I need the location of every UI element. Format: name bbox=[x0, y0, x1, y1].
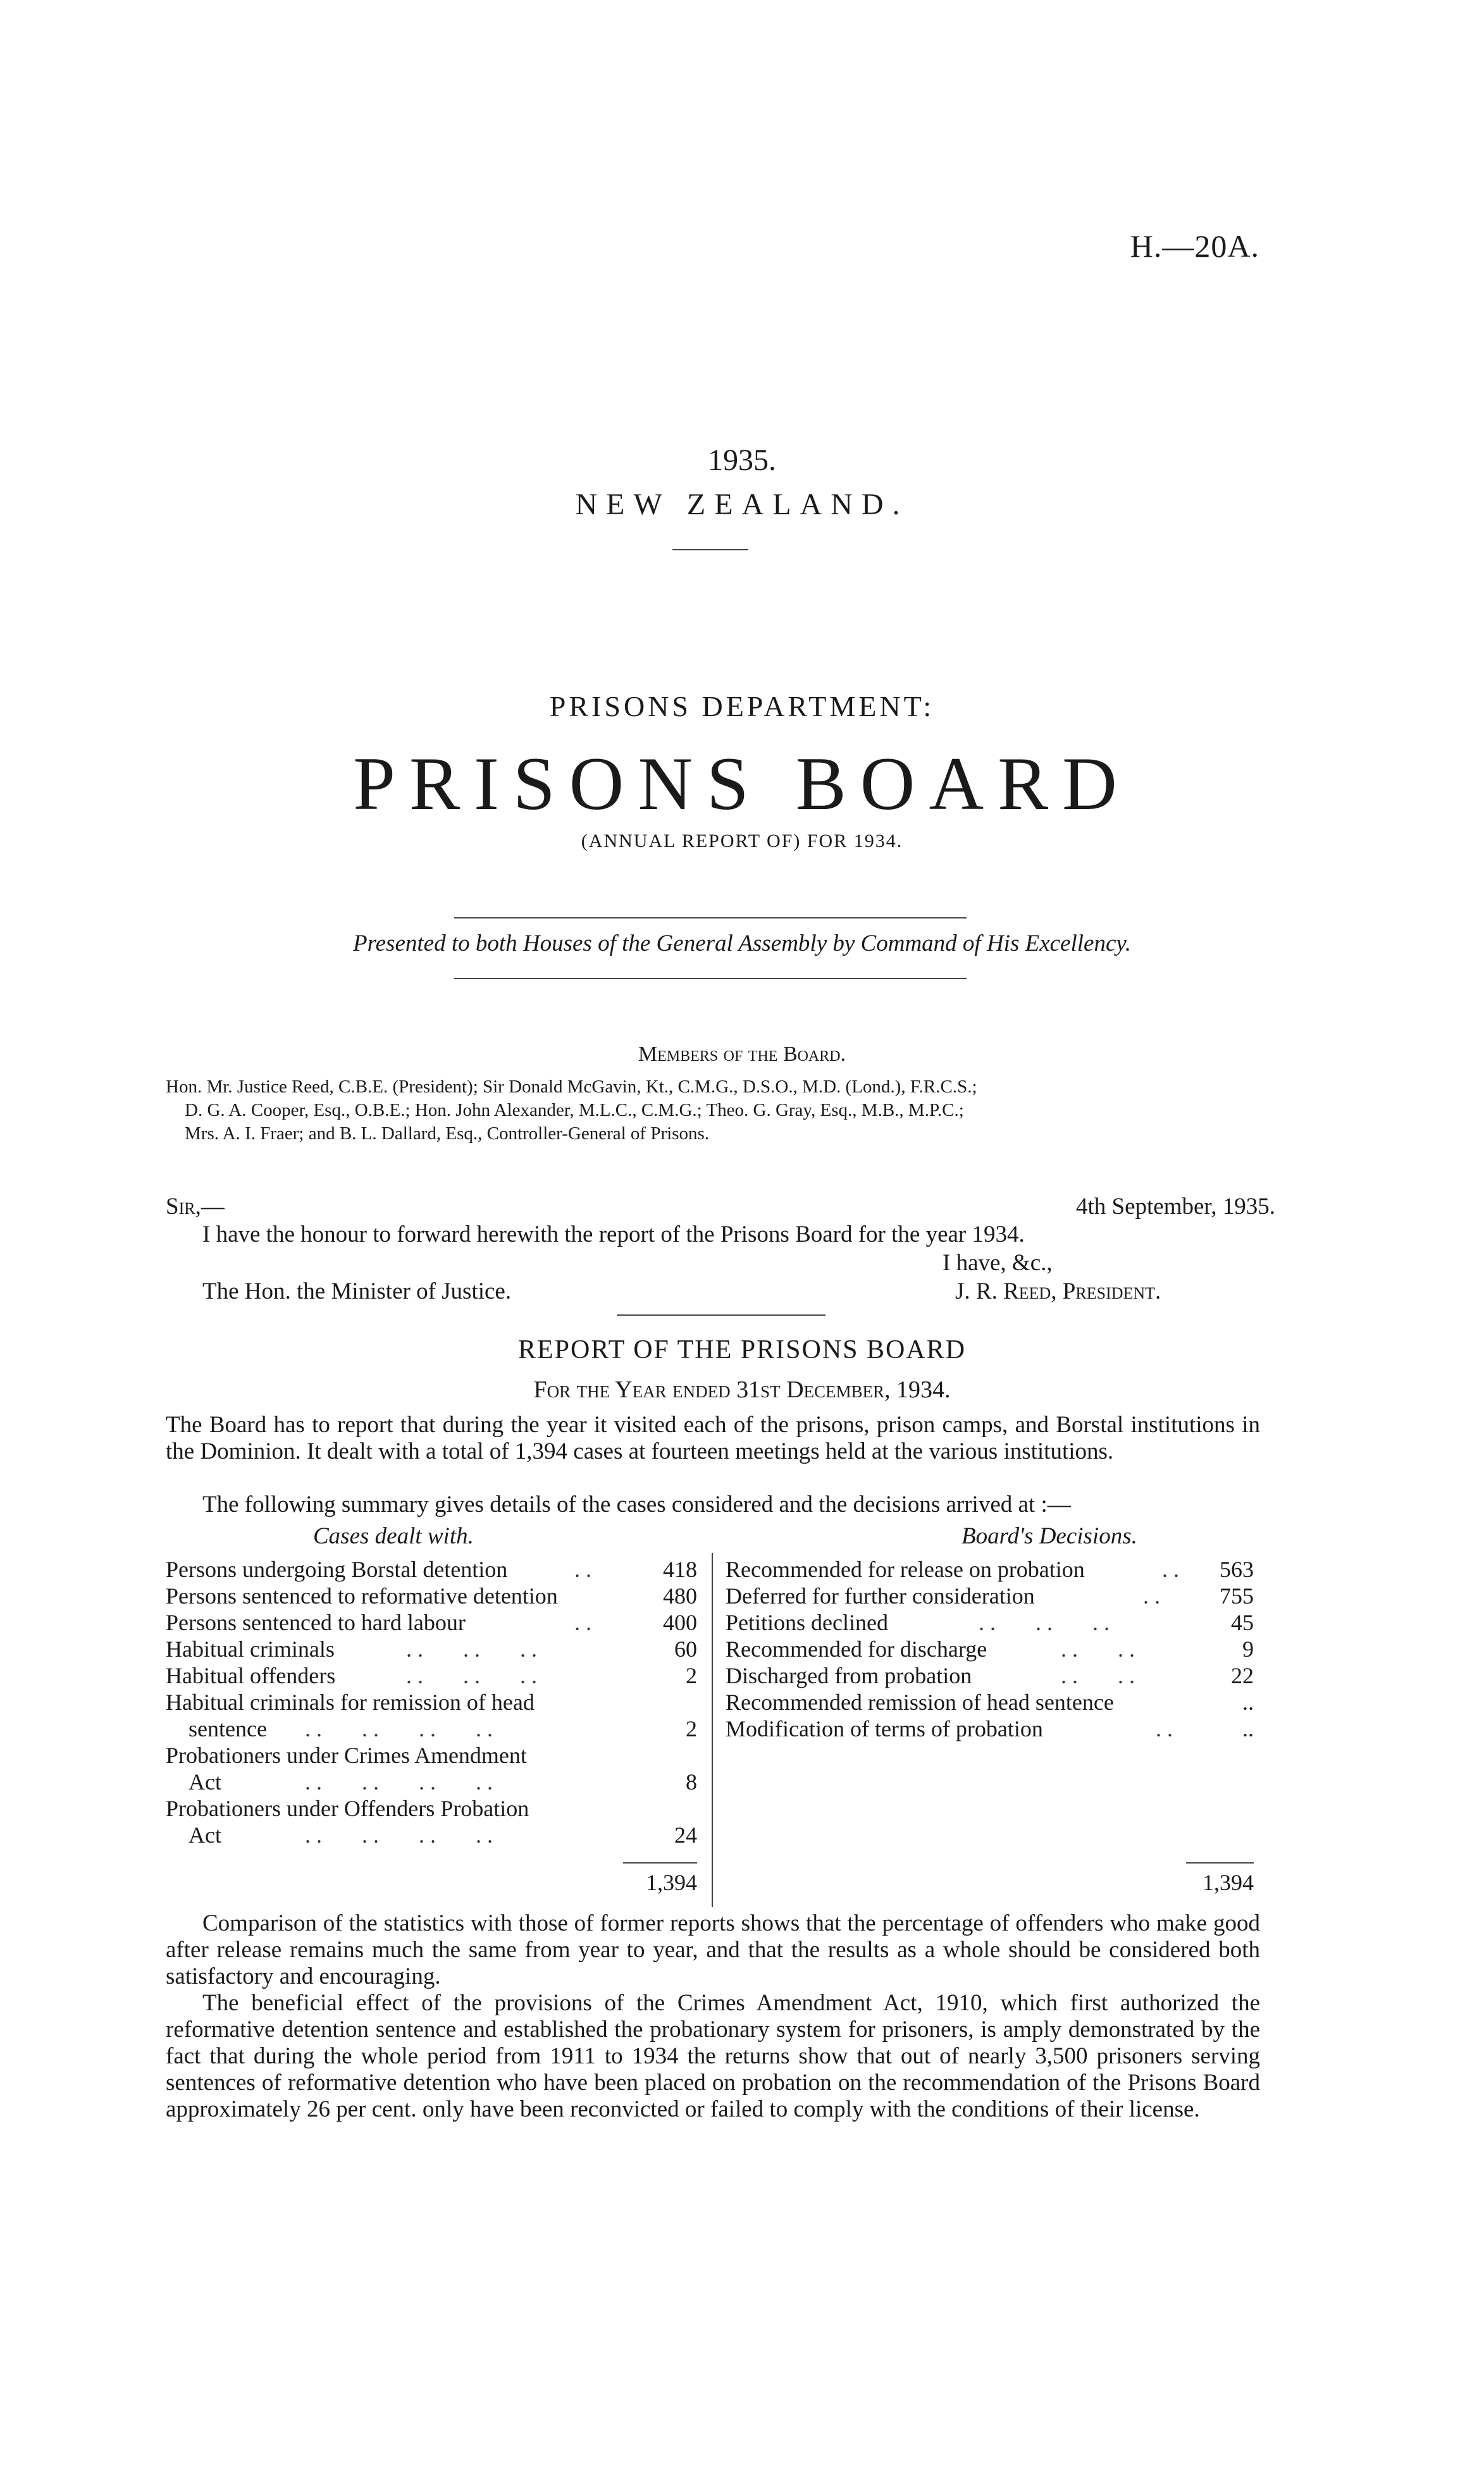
letter-addressee: The Hon. the Minister of Justice. bbox=[202, 1278, 512, 1304]
case-label: Persons undergoing Borstal detention bbox=[166, 1557, 508, 1582]
table-column-divider bbox=[712, 1553, 713, 1907]
decision-value: 9 bbox=[1242, 1636, 1254, 1662]
department-heading: PRISONS DEPARTMENT: bbox=[549, 690, 935, 722]
decision-label: Discharged from probation bbox=[726, 1663, 972, 1688]
decision-value: .. bbox=[1242, 1690, 1254, 1715]
leader-dots: . . . . . . bbox=[406, 1663, 537, 1688]
cases-total: 1,394 bbox=[646, 1870, 697, 1895]
case-value: 2 bbox=[686, 1716, 697, 1741]
divider-short bbox=[672, 549, 748, 550]
members-line-3: Mrs. A. I. Fraer; and B. L. Dallard, Esq., Controller-General of Prisons. bbox=[185, 1123, 709, 1144]
leader-dots: . . . . bbox=[1061, 1636, 1135, 1662]
report-paragraph-1: The Board has to report that during the year it visited each of the prisons, prison camps, and Borstal institutions in the Dominion. It dealt with a total of 1,394 cases at fourteen meetings held at the various institutions. bbox=[166, 1412, 1260, 1464]
case-label: Persons sentenced to hard labour bbox=[166, 1610, 466, 1635]
divider-below-presented bbox=[454, 978, 967, 979]
leader-dots: . . bbox=[574, 1557, 591, 1582]
case-label: Habitual criminals for remission of head bbox=[166, 1690, 535, 1715]
case-label: Probationers under Crimes Amendment bbox=[166, 1743, 527, 1768]
case-label-continued: Act bbox=[189, 1769, 221, 1795]
letter-date: 4th September, 1935. bbox=[1075, 1194, 1275, 1220]
cases-total-rule bbox=[623, 1862, 697, 1864]
leader-dots: . . . . . . bbox=[406, 1636, 537, 1662]
report-paragraph-3: Comparison of the statistics with those of former reports shows that the percentage of offenders who make good after release remains much the same from year to year, and that the results as a whole should be considered both satisfactory and encouraging. bbox=[166, 1910, 1260, 1989]
report-paragraph-2: The following summary gives details of the cases considered and the decisions arrived at :— bbox=[202, 1492, 1071, 1518]
divider-after-letter bbox=[617, 1314, 825, 1316]
leader-dots: . . . . . . . . bbox=[305, 1716, 493, 1741]
document-reference: H.—20A. bbox=[1130, 228, 1259, 264]
decision-label: Petitions declined bbox=[726, 1610, 888, 1635]
case-label: Probationers under Offenders Probation bbox=[166, 1796, 529, 1821]
country-name: NEW ZEALAND. bbox=[575, 488, 909, 521]
decision-value: 22 bbox=[1231, 1663, 1254, 1688]
case-label: Habitual criminals bbox=[166, 1636, 335, 1662]
report-paragraph-4: The beneficial effect of the provisions of the Crimes Amendment Act, 1910, which first authorized the reformative detention sentence and established the probationary system for prisoners, is amply demonstrated by the fact that during the whole period from 1911 to 1934 the returns show that out of nearly 3,500 prisoners serving sentences of reformative detention who have been placed on probation on the recommendation of the Prisons Board approximately 26 per cent. only have been reconvicted or failed to comply with the conditions of their license. bbox=[166, 1990, 1260, 2122]
case-label: Persons sentenced to reformative detention bbox=[166, 1583, 558, 1609]
members-heading: Members of the Board. bbox=[638, 1042, 846, 1066]
letter-salutation: Sir,— bbox=[166, 1194, 225, 1220]
case-value: 418 bbox=[663, 1557, 697, 1582]
decision-label: Recommended for discharge bbox=[726, 1636, 987, 1662]
case-value: 60 bbox=[674, 1636, 697, 1662]
decision-value: 563 bbox=[1220, 1557, 1254, 1582]
decision-label: Recommended for release on probation bbox=[726, 1557, 1085, 1582]
report-subtitle: For the Year ended 31st December, 1934. bbox=[533, 1376, 951, 1403]
case-value: 24 bbox=[674, 1822, 697, 1848]
leader-dots: . . . . . . bbox=[979, 1610, 1110, 1635]
leader-dots: . . . . . . . . bbox=[305, 1769, 493, 1795]
case-label-continued: sentence bbox=[189, 1716, 267, 1741]
leader-dots: . . bbox=[1162, 1557, 1179, 1582]
decision-label: Deferred for further consideration bbox=[726, 1583, 1035, 1609]
case-value: 400 bbox=[663, 1610, 697, 1635]
decision-value: 45 bbox=[1231, 1610, 1254, 1635]
members-line-2: D. G. A. Cooper, Esq., O.B.E.; Hon. John Alexander, M.L.C., C.M.G.; Theo. G. Gray, Esq., M.B., M.P.C.; bbox=[185, 1100, 964, 1120]
case-value: 480 bbox=[663, 1583, 697, 1609]
decision-value: 755 bbox=[1220, 1583, 1254, 1609]
leader-dots: . . . . . . . . bbox=[305, 1822, 493, 1848]
presented-line: Presented to both Houses of the General Assembly by Command of His Excellency. bbox=[353, 930, 1131, 956]
case-label-continued: Act bbox=[189, 1822, 221, 1848]
case-value: 2 bbox=[686, 1663, 697, 1688]
decisions-total-rule bbox=[1186, 1862, 1254, 1864]
letter-signoff: I have, &c., bbox=[943, 1250, 1053, 1276]
members-line-1: Hon. Mr. Justice Reed, C.B.E. (President); Sir Donald McGavin, Kt., C.M.G., D.S.O., M.D. (Lond.), F.R.C.S.; bbox=[166, 1077, 977, 1097]
leader-dots: . . . . bbox=[1061, 1663, 1135, 1688]
case-value: 8 bbox=[686, 1769, 697, 1795]
leader-dots: . . bbox=[1143, 1583, 1160, 1609]
decisions-column-heading: Board's Decisions. bbox=[962, 1523, 1137, 1549]
page-title: PRISONS BOARD bbox=[353, 741, 1131, 825]
decision-label: Modification of terms of probation bbox=[726, 1716, 1043, 1741]
case-label: Habitual offenders bbox=[166, 1663, 336, 1688]
document-year: 1935. bbox=[708, 443, 776, 477]
report-title: REPORT OF THE PRISONS BOARD bbox=[517, 1335, 967, 1364]
letter-body: I have the honour to forward herewith the report of the Prisons Board for the year 1934. bbox=[202, 1221, 1025, 1247]
letter-signature: J. R. Reed, President. bbox=[955, 1278, 1161, 1304]
decisions-total: 1,394 bbox=[1203, 1870, 1254, 1895]
cases-column-heading: Cases dealt with. bbox=[313, 1523, 474, 1549]
leader-dots: . . bbox=[1156, 1716, 1173, 1741]
decision-value: .. bbox=[1242, 1716, 1254, 1741]
leader-dots: . . bbox=[574, 1610, 591, 1635]
page-subtitle: (ANNUAL REPORT OF) FOR 1934. bbox=[581, 831, 903, 851]
divider-above-presented bbox=[454, 917, 967, 918]
decision-label: Recommended remission of head sentence bbox=[726, 1690, 1114, 1715]
